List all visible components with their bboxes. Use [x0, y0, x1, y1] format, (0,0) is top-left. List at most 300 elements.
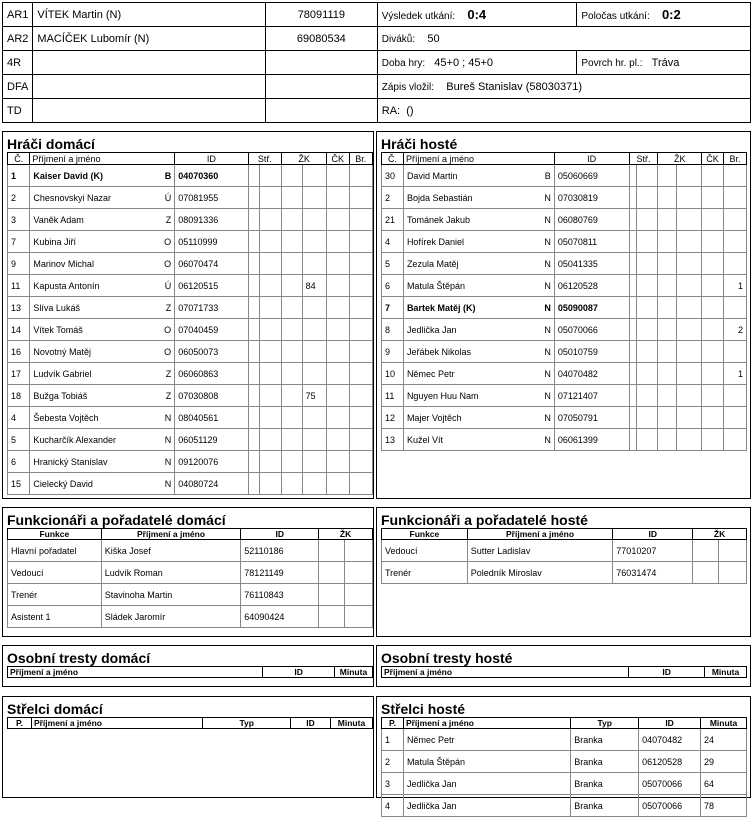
- player-goals: [724, 385, 747, 407]
- yellow-cell: [282, 385, 302, 407]
- ar1-id: 78091119: [265, 3, 377, 27]
- surface-cell: [577, 51, 751, 75]
- official-function: Hlavní pořadatel: [8, 540, 102, 562]
- player-name: Tománek Jakub: [406, 214, 470, 225]
- player-id: 04070360: [175, 165, 248, 187]
- official-yellow-minute: [345, 584, 373, 606]
- yellow-card-minute: [302, 407, 326, 429]
- official-function: Trenér: [8, 584, 102, 606]
- col-name: Příjmení a jméno: [403, 153, 554, 165]
- col-id: ID: [629, 667, 705, 678]
- ar2-id: 69080534: [265, 27, 377, 51]
- col-name: Příjmení a jméno: [31, 718, 202, 729]
- player-goals: [349, 253, 373, 275]
- red-card-cell: [702, 209, 724, 231]
- player-number: 4: [8, 407, 30, 429]
- col-name: Příjmení a jméno: [467, 529, 613, 540]
- red-card-cell: [702, 407, 724, 429]
- yellow-cell: [282, 253, 302, 275]
- yellow-card-minute: [302, 473, 326, 495]
- player-row: [8, 473, 373, 495]
- away-players-title: Hráči hosté: [381, 136, 458, 152]
- goals-cell-2: [636, 231, 658, 253]
- player-row: [8, 297, 373, 319]
- yellow-cell: [658, 341, 677, 363]
- player-name: Slíva Lukáš: [33, 302, 80, 313]
- col-zk: ŽK: [319, 529, 373, 540]
- scorer-minute: 24: [701, 729, 747, 751]
- player-name: Bartek Matěj (K): [406, 302, 476, 313]
- player-number: 7: [8, 231, 30, 253]
- player-position: N: [544, 324, 551, 335]
- player-name-cell: [403, 407, 554, 429]
- away-officials-title: Funkcionáři a pořadatelé hosté: [381, 512, 588, 528]
- player-name-cell: [30, 297, 175, 319]
- goals-cell: [248, 187, 259, 209]
- yellow-card-minute: [677, 253, 702, 275]
- player-name-cell: [30, 451, 175, 473]
- player-row: [8, 385, 373, 407]
- goals-cell: [248, 275, 259, 297]
- player-number: 3: [8, 209, 30, 231]
- player-number: 1: [8, 165, 30, 187]
- player-name-cell: [30, 275, 175, 297]
- player-goals: [349, 451, 373, 473]
- player-name-cell: [403, 209, 554, 231]
- red-card-cell: [702, 275, 724, 297]
- away-officials-table: [381, 528, 747, 584]
- goals-cell: [248, 429, 259, 451]
- player-row: [382, 231, 747, 253]
- official-row: [8, 540, 373, 562]
- player-goals: [349, 341, 373, 363]
- spectators-value: 50: [427, 32, 440, 45]
- surface-label: Povrch hr. pl.:: [581, 57, 643, 69]
- player-id: 07121407: [554, 385, 629, 407]
- scorer-name: Matula Štěpán: [403, 751, 570, 773]
- dfa-id: [265, 75, 377, 99]
- player-position: Ú: [164, 192, 172, 203]
- yellow-cell: [282, 209, 302, 231]
- player-goals: [349, 209, 373, 231]
- spectators-cell: [377, 27, 750, 51]
- goals-cell: [629, 341, 636, 363]
- player-name: Nguyen Huu Nam: [406, 390, 479, 401]
- official-row: [8, 562, 373, 584]
- goals-cell-2: [636, 165, 658, 187]
- td-id: [265, 99, 377, 123]
- col-ck: ČK: [702, 153, 724, 165]
- yellow-cell: [658, 253, 677, 275]
- player-row: [382, 187, 747, 209]
- player-position: N: [544, 390, 551, 401]
- home-scorers-section: [2, 696, 374, 798]
- player-position: N: [544, 434, 551, 445]
- duration-cell: [377, 51, 577, 75]
- goals-cell: [248, 253, 259, 275]
- player-id: 05070066: [554, 319, 629, 341]
- home-officials-table: [7, 528, 373, 628]
- yellow-cell: [658, 187, 677, 209]
- red-card-cell: [702, 341, 724, 363]
- player-id: 04070482: [554, 363, 629, 385]
- player-name-cell: [30, 341, 175, 363]
- goals-cell: [629, 407, 636, 429]
- player-name-cell: [403, 363, 554, 385]
- player-goals: [349, 363, 373, 385]
- official-function: Asistent 1: [8, 606, 102, 628]
- player-id: 07030819: [554, 187, 629, 209]
- away-penalties-table: [381, 666, 747, 678]
- official-name: Stavinoha Martin: [101, 584, 241, 606]
- player-position: O: [164, 258, 172, 269]
- player-name-cell: [30, 253, 175, 275]
- col-st: Stř.: [629, 153, 658, 165]
- goals-cell: [248, 209, 259, 231]
- goals-cell: [629, 297, 636, 319]
- official-yellow-cell: [319, 562, 345, 584]
- red-card-cell: [327, 231, 349, 253]
- player-row: [382, 209, 747, 231]
- duration-label: Doba hry:: [381, 57, 426, 69]
- red-card-cell: [327, 473, 349, 495]
- player-number: 16: [8, 341, 30, 363]
- yellow-card-minute: [302, 165, 326, 187]
- red-card-cell: [327, 319, 349, 341]
- player-goals: [724, 407, 747, 429]
- player-position: N: [544, 412, 551, 423]
- red-card-cell: [327, 451, 349, 473]
- entered-value: Bureš Stanislav (58030371): [446, 80, 582, 93]
- player-number: 9: [382, 341, 404, 363]
- scorer-type: Branka: [571, 773, 639, 795]
- player-row: [382, 341, 747, 363]
- player-number: 5: [382, 253, 404, 275]
- official-name: Sutter Ladislav: [467, 540, 613, 562]
- official-yellow-cell: [319, 606, 345, 628]
- player-row: [8, 209, 373, 231]
- goals-cell: [629, 385, 636, 407]
- red-card-cell: [702, 385, 724, 407]
- player-number: 4: [382, 231, 404, 253]
- goals-cell-2: [259, 451, 281, 473]
- yellow-cell: [658, 385, 677, 407]
- goals-cell: [629, 429, 636, 451]
- player-position: N: [544, 236, 551, 247]
- red-card-cell: [327, 209, 349, 231]
- goals-cell: [629, 275, 636, 297]
- player-goals: [724, 341, 747, 363]
- player-name: Chesnovskyi Nazar: [33, 192, 111, 203]
- yellow-cell: [282, 275, 302, 297]
- player-position: N: [544, 280, 551, 291]
- scorer-order: 4: [382, 795, 404, 817]
- yellow-cell: [658, 209, 677, 231]
- player-number: 10: [382, 363, 404, 385]
- official-yellow-minute: [345, 606, 373, 628]
- player-name-cell: [30, 187, 175, 209]
- player-number: 15: [8, 473, 30, 495]
- scorer-id: 05070066: [639, 773, 701, 795]
- scorer-row: [382, 795, 747, 817]
- player-goals: 1: [724, 275, 747, 297]
- player-number: 7: [382, 297, 404, 319]
- entered-cell: [377, 75, 750, 99]
- official-function: Vedoucí: [8, 562, 102, 584]
- home-players-section: [2, 131, 374, 499]
- player-position: N: [544, 258, 551, 269]
- player-number: 9: [8, 253, 30, 275]
- player-goals: [724, 297, 747, 319]
- col-zk: ŽK: [658, 153, 702, 165]
- yellow-card-minute: [677, 385, 702, 407]
- player-goals: [349, 319, 373, 341]
- player-row: [8, 253, 373, 275]
- yellow-cell: [658, 429, 677, 451]
- scorer-type: Branka: [571, 751, 639, 773]
- goals-cell: [629, 319, 636, 341]
- player-row: [8, 341, 373, 363]
- away-penalties-section: [376, 645, 751, 687]
- result-label: Výsledek utkání:: [381, 11, 456, 22]
- official-yellow-cell: [693, 562, 719, 584]
- player-id: 05041335: [554, 253, 629, 275]
- red-card-cell: [702, 187, 724, 209]
- player-row: [8, 451, 373, 473]
- r4-label: 4R: [3, 51, 33, 75]
- yellow-cell: [658, 407, 677, 429]
- official-id: 76110843: [241, 584, 319, 606]
- col-minute: Minuta: [701, 718, 747, 729]
- td-label: TD: [3, 99, 33, 123]
- goals-cell: [629, 231, 636, 253]
- goals-cell-2: [259, 209, 281, 231]
- goals-cell-2: [636, 407, 658, 429]
- player-name: Vítek Tomáš: [33, 324, 83, 335]
- col-no: Č.: [8, 153, 30, 165]
- yellow-cell: [282, 473, 302, 495]
- r4-id: [265, 51, 377, 75]
- player-position: B: [544, 170, 551, 181]
- player-id: 07071733: [175, 297, 248, 319]
- player-name-cell: [30, 231, 175, 253]
- scorer-name: Jedlička Jan: [403, 795, 570, 817]
- goals-cell-2: [259, 473, 281, 495]
- player-name-cell: [30, 165, 175, 187]
- red-card-cell: [327, 429, 349, 451]
- player-name: Šebesta Vojtěch: [33, 412, 99, 423]
- col-name: Příjmení a jméno: [382, 667, 629, 678]
- player-goals: [724, 209, 747, 231]
- official-yellow-cell: [319, 584, 345, 606]
- away-players-section: [376, 131, 751, 499]
- goals-cell-2: [259, 275, 281, 297]
- goals-cell-2: [636, 297, 658, 319]
- player-name: Vaněk Adam: [33, 214, 84, 225]
- player-id: 07081955: [175, 187, 248, 209]
- goals-cell-2: [259, 341, 281, 363]
- official-function: Vedoucí: [382, 540, 468, 562]
- player-number: 12: [382, 407, 404, 429]
- official-row: [382, 540, 747, 562]
- player-id: 06070474: [175, 253, 248, 275]
- player-name-cell: [30, 473, 175, 495]
- player-number: 2: [382, 187, 404, 209]
- player-position: Ú: [164, 280, 172, 291]
- player-position: O: [164, 236, 172, 247]
- player-goals: [724, 429, 747, 451]
- official-name: Poledník Miroslav: [467, 562, 613, 584]
- player-id: 05060669: [554, 165, 629, 187]
- official-function: Trenér: [382, 562, 468, 584]
- player-goals: [349, 231, 373, 253]
- player-id: 04080724: [175, 473, 248, 495]
- duration-value: 45+0 ; 45+0: [434, 56, 494, 69]
- player-goals: [349, 275, 373, 297]
- goals-cell: [629, 253, 636, 275]
- goals-cell-2: [259, 319, 281, 341]
- yellow-card-minute: [677, 209, 702, 231]
- scorer-minute: 78: [701, 795, 747, 817]
- player-name-cell: [30, 429, 175, 451]
- player-name-cell: [30, 319, 175, 341]
- player-position: Z: [165, 368, 172, 379]
- player-id: 05090087: [554, 297, 629, 319]
- scorer-row: [382, 751, 747, 773]
- player-goals: [724, 231, 747, 253]
- col-br: Br.: [349, 153, 373, 165]
- yellow-card-minute: [677, 341, 702, 363]
- player-position: N: [164, 478, 172, 489]
- yellow-card-minute: 75: [302, 385, 326, 407]
- player-position: B: [164, 170, 172, 181]
- col-name: Příjmení a jméno: [30, 153, 175, 165]
- away-officials-section: [376, 507, 751, 637]
- red-card-cell: [702, 319, 724, 341]
- official-name: Sládek Jaromír: [101, 606, 241, 628]
- scorer-minute: 29: [701, 751, 747, 773]
- scorer-order: 3: [382, 773, 404, 795]
- scorer-id: 04070482: [639, 729, 701, 751]
- official-row: [8, 606, 373, 628]
- yellow-card-minute: [677, 407, 702, 429]
- official-yellow-minute: [719, 562, 747, 584]
- col-id: ID: [291, 718, 331, 729]
- away-players-table: [381, 152, 747, 451]
- official-id: 76031474: [613, 562, 693, 584]
- player-name-cell: [403, 429, 554, 451]
- goals-cell: [248, 407, 259, 429]
- red-card-cell: [327, 253, 349, 275]
- goals-cell: [248, 297, 259, 319]
- col-no: Č.: [382, 153, 404, 165]
- official-row: [8, 584, 373, 606]
- goals-cell-2: [259, 187, 281, 209]
- player-name: Matula Štěpán: [406, 280, 465, 291]
- goals-cell: [629, 209, 636, 231]
- goals-cell-2: [636, 385, 658, 407]
- col-id: ID: [263, 667, 335, 678]
- goals-cell: [248, 385, 259, 407]
- col-type: Typ: [571, 718, 639, 729]
- player-number: 13: [382, 429, 404, 451]
- col-id: ID: [241, 529, 319, 540]
- player-position: Z: [165, 302, 172, 313]
- goals-cell: [248, 165, 259, 187]
- official-row: [382, 562, 747, 584]
- player-goals: [724, 165, 747, 187]
- goals-cell-2: [259, 165, 281, 187]
- player-number: 8: [382, 319, 404, 341]
- yellow-card-minute: [302, 429, 326, 451]
- yellow-card-minute: [302, 231, 326, 253]
- goals-cell-2: [259, 363, 281, 385]
- scorer-row: [382, 729, 747, 751]
- official-yellow-minute: [345, 540, 373, 562]
- player-name: Bužga Tobiáš: [33, 390, 88, 401]
- player-goals: [724, 253, 747, 275]
- player-number: 11: [382, 385, 404, 407]
- yellow-card-minute: [677, 319, 702, 341]
- col-st: Stř.: [248, 153, 282, 165]
- yellow-card-minute: [302, 363, 326, 385]
- r4-name: [33, 51, 266, 75]
- player-name: Ludvík Gabriel: [33, 368, 92, 379]
- home-penalties-table: [7, 666, 373, 678]
- col-id: ID: [613, 529, 693, 540]
- yellow-card-minute: [302, 187, 326, 209]
- td-name: [33, 99, 266, 123]
- ra-label: RA:: [381, 104, 401, 117]
- player-id: 05070811: [554, 231, 629, 253]
- player-position: N: [544, 368, 551, 379]
- yellow-card-minute: [677, 429, 702, 451]
- red-card-cell: [702, 429, 724, 451]
- col-func: Funkce: [382, 529, 468, 540]
- player-id: 08040561: [175, 407, 248, 429]
- player-position: N: [544, 192, 551, 203]
- scorer-type: Branka: [571, 729, 639, 751]
- ar1-label: AR1: [3, 3, 33, 27]
- goals-cell-2: [636, 187, 658, 209]
- player-row: [382, 363, 747, 385]
- goals-cell: [629, 363, 636, 385]
- player-row: [382, 297, 747, 319]
- player-position: N: [544, 346, 551, 357]
- player-goals: [349, 297, 373, 319]
- player-goals: [349, 473, 373, 495]
- match-header: [2, 2, 751, 123]
- player-name: Marinov Michal: [33, 258, 94, 269]
- red-card-cell: [327, 297, 349, 319]
- col-name: Příjmení a jméno: [8, 667, 263, 678]
- official-yellow-cell: [693, 540, 719, 562]
- player-name: Hofírek Daniel: [406, 236, 464, 247]
- player-position: N: [164, 456, 172, 467]
- red-card-cell: [702, 297, 724, 319]
- yellow-card-minute: [677, 297, 702, 319]
- spectators-label: Diváků:: [381, 33, 416, 45]
- home-scorers-title: Střelci domácí: [7, 701, 103, 717]
- red-card-cell: [702, 165, 724, 187]
- red-card-cell: [327, 275, 349, 297]
- col-br: Br.: [724, 153, 747, 165]
- col-zk: ŽK: [693, 529, 747, 540]
- player-row: [8, 231, 373, 253]
- away-penalties-title: Osobní tresty hosté: [381, 650, 513, 666]
- dfa-name: [33, 75, 266, 99]
- player-position: O: [164, 346, 172, 357]
